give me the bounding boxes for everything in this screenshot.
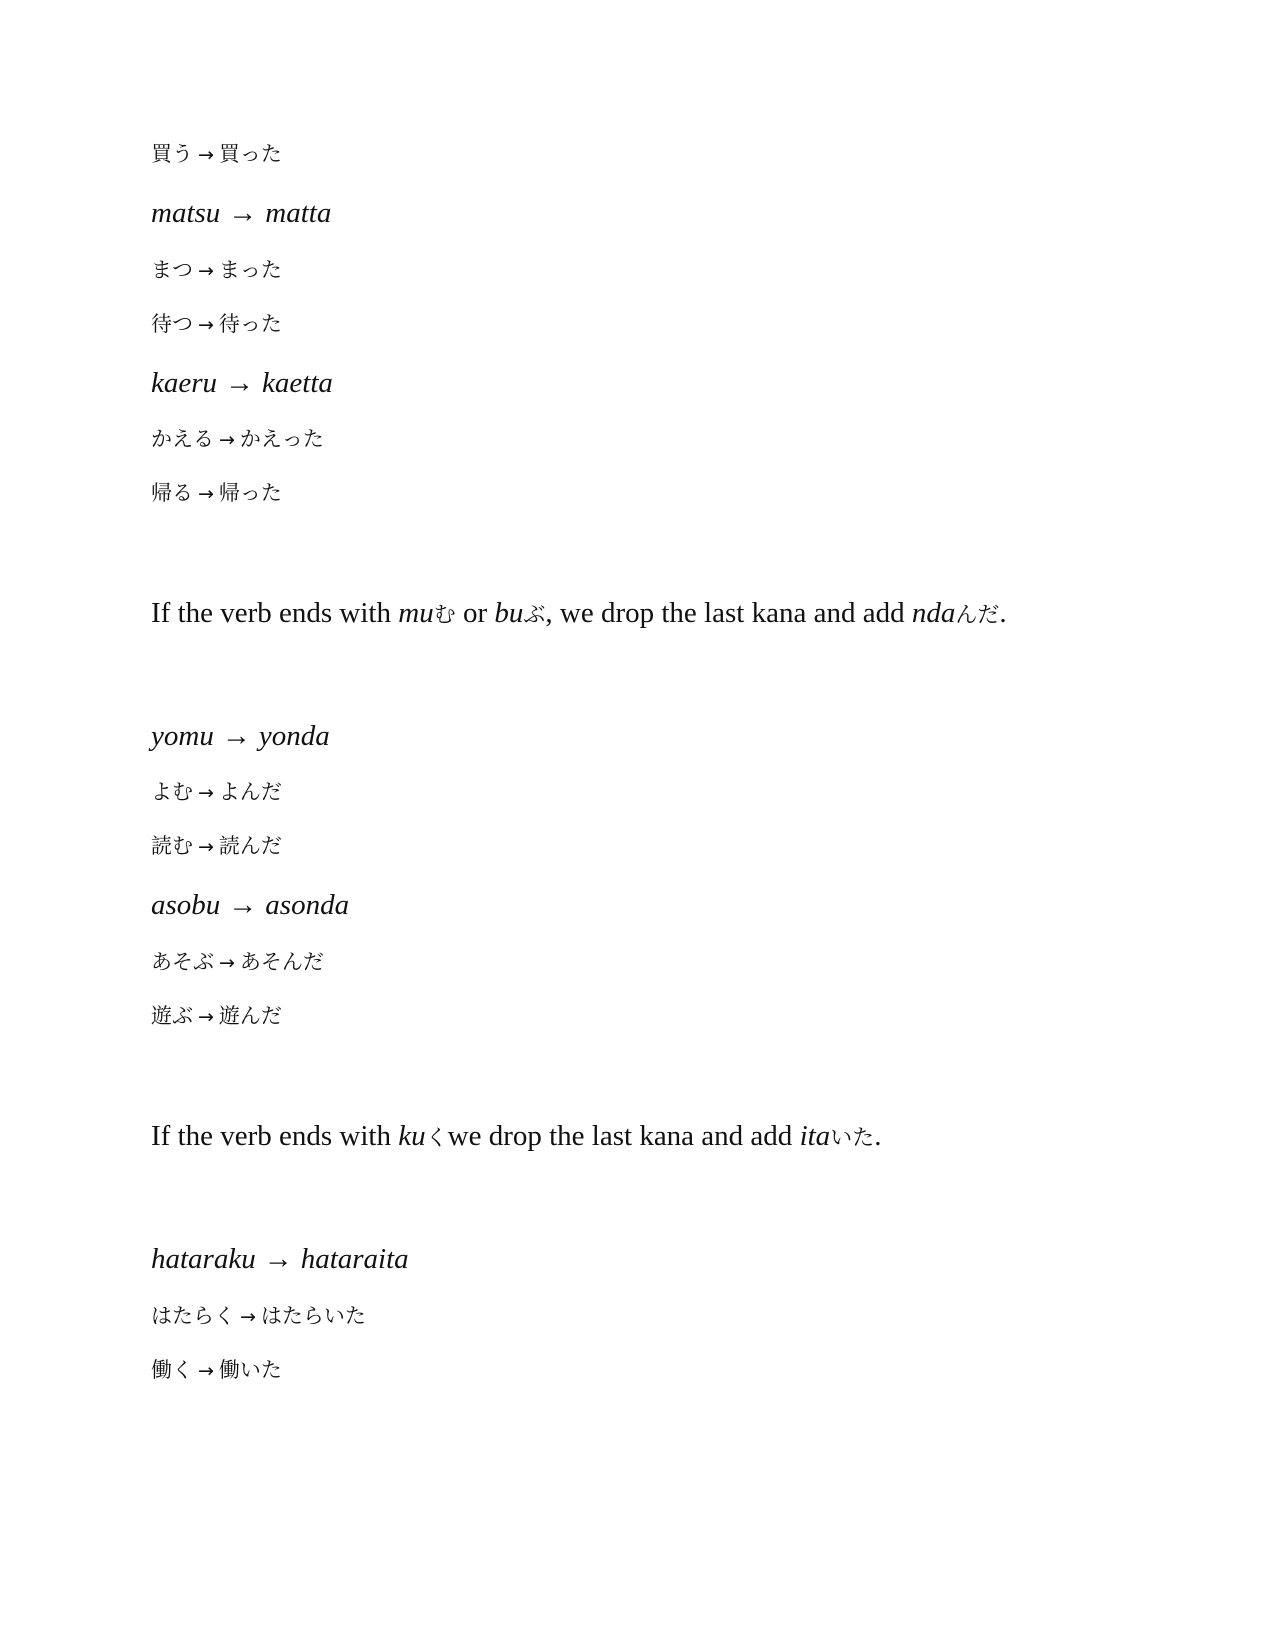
rule-ku-paragraph [151, 1118, 881, 1157]
arrow-icon: → [198, 782, 214, 804]
verb-past-form: あそんだ [239, 950, 324, 974]
arrow-icon: → [198, 836, 214, 858]
example-kaeru-romaji [151, 365, 333, 401]
verb-dictionary-form: まつ [151, 258, 193, 282]
verb-dictionary-form: はたらく [151, 1304, 235, 1328]
verb-dictionary-form: kaeru [151, 367, 218, 399]
verb-dictionary-form: 働く [151, 1358, 193, 1382]
arrow-icon: → [198, 314, 214, 336]
verb-dictionary-form: yomu [151, 720, 214, 752]
example-hataraku-kanji [151, 1356, 282, 1385]
arrow-icon: → [240, 1306, 256, 1328]
verb-past-form: kaetta [262, 367, 333, 399]
verb-past-form: はたらいた [260, 1304, 366, 1328]
rule-text: . [874, 1120, 882, 1152]
example-hataraku-hiragana [151, 1302, 366, 1331]
rule-romaji: mu [398, 597, 434, 629]
verb-past-form: hataraita [300, 1243, 409, 1275]
verb-dictionary-form: 帰る [151, 481, 193, 505]
example-hataraku-romaji [151, 1241, 409, 1277]
verb-past-form: 働いた [218, 1358, 282, 1382]
verb-past-form: 読んだ [218, 834, 282, 858]
rule-kana: んだ [955, 603, 1000, 628]
verb-dictionary-form: matsu [151, 197, 221, 229]
example-matsu-hiragana [151, 256, 282, 285]
arrow-icon: → [263, 1243, 293, 1275]
arrow-icon: → [198, 1006, 214, 1028]
rule-kana: ぶ [523, 603, 546, 628]
arrow-icon: → [219, 429, 235, 451]
rule-romaji: bu [494, 597, 524, 629]
arrow-icon: → [198, 1360, 214, 1382]
verb-dictionary-form: よむ [151, 780, 193, 804]
verb-past-form: まった [218, 258, 282, 282]
example-kaeru-kanji [151, 479, 282, 508]
verb-past-form: 帰った [218, 481, 282, 505]
example-kaeru-hiragana [151, 425, 324, 454]
rule-text: we drop the last kana and add [447, 1120, 800, 1152]
arrow-icon: → [198, 260, 214, 282]
rule-kana: む [433, 603, 456, 628]
example-matsu-kanji [151, 310, 282, 339]
rule-romaji: ku [398, 1120, 426, 1152]
verb-dictionary-form: あそぶ [151, 950, 214, 974]
rule-text: or [455, 597, 495, 629]
arrow-icon: → [198, 144, 214, 166]
verb-past-form: yonda [258, 720, 330, 752]
rule-romaji: ita [799, 1120, 831, 1152]
example-asobu-hiragana [151, 948, 324, 977]
rule-text: . [999, 597, 1007, 629]
arrow-icon: → [221, 720, 251, 752]
verb-dictionary-form: hataraku [151, 1243, 256, 1275]
rule-text: , we drop the last kana and add [545, 597, 912, 629]
verb-dictionary-form: 待つ [151, 312, 193, 336]
verb-dictionary-form: asobu [151, 889, 221, 921]
arrow-icon: → [228, 197, 258, 229]
verb-past-form: 遊んだ [218, 1004, 282, 1028]
arrow-icon: → [198, 483, 214, 505]
verb-past-form: よんだ [218, 780, 282, 804]
verb-past-form: matta [265, 197, 332, 229]
rule-romaji: nda [911, 597, 956, 629]
rule-kana: く [425, 1126, 448, 1151]
arrow-icon: → [228, 889, 258, 921]
verb-past-form: 買った [218, 142, 282, 166]
verb-past-form: 待った [218, 312, 282, 336]
verb-past-form: asonda [265, 889, 350, 921]
example-asobu-kanji [151, 1002, 282, 1031]
arrow-icon: → [225, 367, 255, 399]
verb-dictionary-form: 遊ぶ [151, 1004, 193, 1028]
arrow-icon: → [219, 952, 235, 974]
verb-dictionary-form: 買う [151, 142, 193, 166]
rule-text: If the verb ends with [151, 1120, 399, 1152]
example-yomu-kanji [151, 832, 282, 861]
verb-dictionary-form: かえる [151, 427, 214, 451]
example-kaimono-kanji [151, 140, 282, 169]
verb-past-form: かえった [239, 427, 324, 451]
example-yomu-romaji [151, 718, 330, 754]
rule-text: If the verb ends with [151, 597, 399, 629]
rule-mu-bu-paragraph [151, 595, 1007, 634]
example-yomu-hiragana [151, 778, 282, 807]
example-matsu-romaji [151, 195, 331, 231]
verb-dictionary-form: 読む [151, 834, 193, 858]
rule-kana: いた [830, 1126, 875, 1151]
example-asobu-romaji [151, 887, 349, 923]
